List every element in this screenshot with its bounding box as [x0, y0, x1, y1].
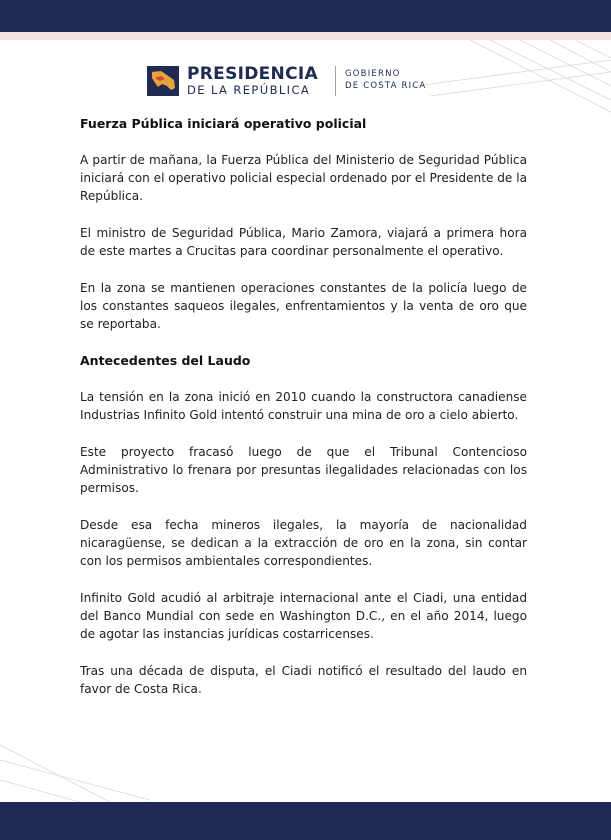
heading-operativo: Fuerza Pública iniciará operativo policial	[80, 116, 367, 131]
logo-divider	[335, 66, 336, 96]
paragraph-2: El ministro de Seguridad Pública, Mario Zamora, viajará a primera hora de este martes a Crucitas para coordinar personalmente el operativo.	[80, 226, 527, 258]
deco-line	[520, 40, 611, 86]
paragraph-1: A partir de mañana, la Fuerza Pública del Ministerio de Seguridad Pública iniciará con el operativo policial especial ordenado por el Presidente de la República.	[80, 153, 527, 203]
gov-line-1: GOBIERNO	[345, 69, 401, 79]
deco-line	[0, 745, 110, 802]
paragraph-7: Infinito Gold acudió al arbitraje internacional ante el Ciadi, una entidad del Banco Mundial con sede en Washington D.C., en el año 2014, luego de agotar las instancias jurídicas costarricenses.	[80, 591, 527, 641]
government-label	[345, 68, 426, 92]
logo-subtitle: DE LA REPÚBLICA	[187, 83, 311, 97]
paragraph-8: Tras una década de disputa, el Ciadi notificó el resultado del laudo en favor de Costa Rica.	[80, 664, 527, 696]
costa-rica-map-icon	[147, 66, 179, 96]
article-body	[80, 115, 527, 698]
heading-antecedentes: Antecedentes del Laudo	[80, 353, 251, 368]
bottom-banner	[0, 802, 611, 840]
paragraph-4: La tensión en la zona inició en 2010 cuando la constructora canadiense Industrias Infinito Gold intentó construir una mina de oro a cielo abierto.	[80, 390, 527, 422]
deco-line	[0, 780, 80, 802]
deco-line	[430, 72, 611, 96]
paragraph-6: Desde esa fecha mineros ilegales, la mayoría de nacionalidad nicaragüense, se dedican a la extracción de oro en la zona, sin contar con los permisos ambientales correspondientes.	[80, 518, 527, 568]
deco-line	[0, 760, 150, 800]
presidencia-logo	[147, 64, 447, 100]
deco-line	[575, 40, 611, 58]
paragraph-3: En la zona se mantienen operaciones constantes de la policía luego de los constantes saqueos ilegales, enfrentamientos y la venta de oro que se reportaba.	[80, 281, 527, 331]
paragraph-5: Este proyecto fracasó luego de que el Tribunal Contencioso Administrativo lo frenara por presuntas ilegalidades relacionadas con los permisos.	[80, 445, 527, 495]
gov-line-2: DE COSTA RICA	[345, 81, 427, 91]
logo-title: PRESIDENCIA	[187, 64, 318, 84]
